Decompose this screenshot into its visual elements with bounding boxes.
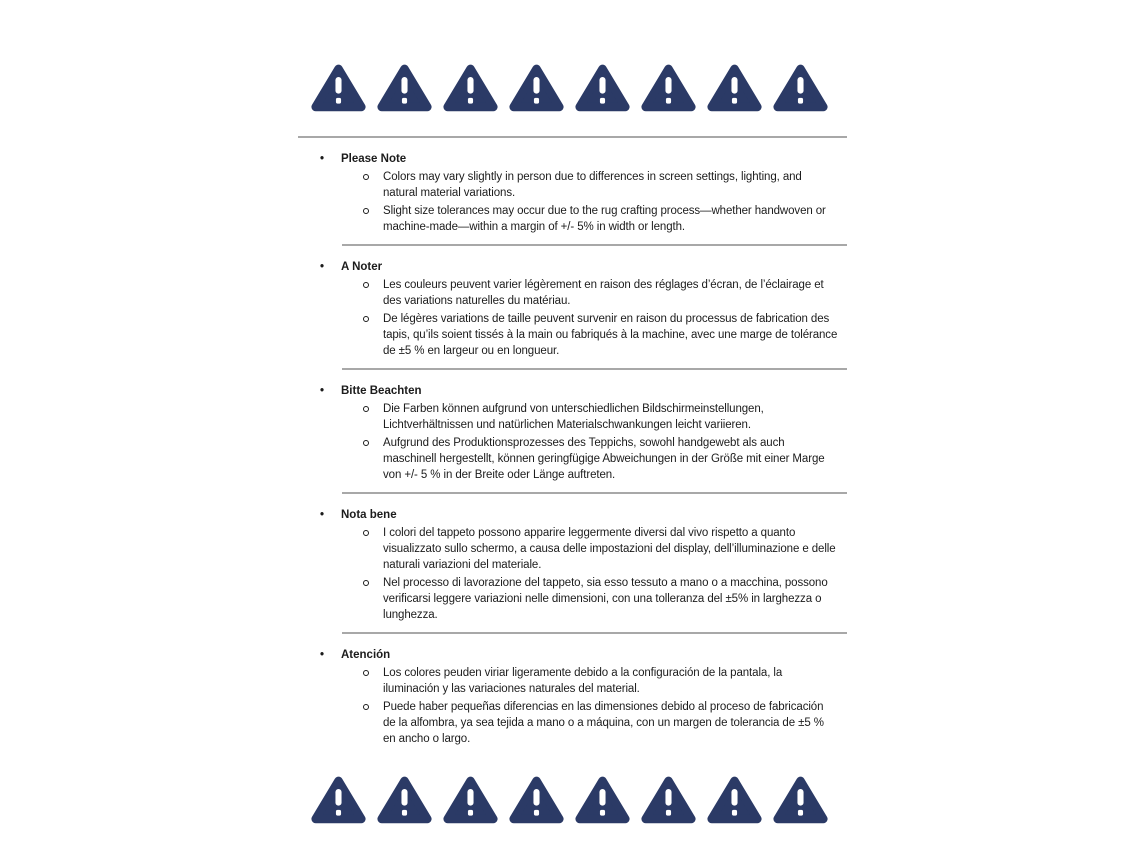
section-heading — [298, 259, 847, 275]
list-item — [298, 277, 847, 309]
warning-triangle-icon — [376, 774, 433, 824]
circle-bullet-icon — [363, 406, 369, 412]
warning-triangle-icon — [772, 62, 829, 112]
circle-bullet-icon — [363, 208, 369, 214]
list-item — [298, 401, 847, 433]
list-item — [298, 665, 847, 697]
section-nota-bene — [298, 494, 847, 632]
section-title: Bitte Beachten — [341, 385, 422, 397]
circle-bullet-icon — [363, 174, 369, 180]
warning-triangle-icon — [310, 62, 367, 112]
warning-triangle-icon — [772, 774, 829, 824]
section-bitte-beachten — [298, 370, 847, 492]
list-item-text: Die Farben können aufgrund von unterschiedlichen Bildschirmeinstellungen, Lichtverhältnissen und natürlichen Materialschwankungen leicht variieren. — [383, 403, 764, 431]
list-item-text: Les couleurs peuvent varier légèrement en raison des réglages d’écran, de l’éclairage et des variations naturelles du matériau. — [383, 279, 824, 307]
warning-banner-bottom — [298, 774, 847, 824]
section-a-noter — [298, 246, 847, 368]
list-item-text: Los colores peuden viriar ligeramente debido a la configuración de la pantala, la iluminación y las variaciones naturales del material. — [383, 667, 783, 695]
circle-bullet-icon — [363, 530, 369, 536]
circle-bullet-icon — [363, 440, 369, 446]
section-title: A Noter — [341, 261, 383, 273]
list-item-text: De légères variations de taille peuvent survenir en raison du processus de fabrication des tapis, qu’ils soient tissés à la main ou fabriqués à la machine, avec une marge de tolérance de ±5 % en largeur ou en longueur. — [383, 313, 838, 357]
list-item — [298, 525, 847, 573]
circle-bullet-icon — [363, 670, 369, 676]
section-heading — [298, 383, 847, 399]
warning-triangle-icon — [640, 62, 697, 112]
list-item-text: Nel processo di lavorazione del tappeto, sia esso tessuto a mano o a macchina, possono verificarsi leggere variazioni nelle dimensioni, con una tolleranza del ±5% in larghezza o lunghezza. — [383, 577, 828, 621]
section-heading — [298, 151, 847, 167]
section-title: Nota bene — [341, 509, 397, 521]
section-atencion — [298, 634, 847, 756]
section-please-note — [298, 138, 847, 244]
bullet-icon: • — [320, 385, 325, 397]
bullet-icon: • — [320, 509, 325, 521]
bullet-icon: • — [320, 261, 325, 273]
section-title: Please Note — [341, 153, 407, 165]
warning-triangle-icon — [376, 62, 433, 112]
document-content — [298, 0, 847, 824]
warning-triangle-icon — [574, 62, 631, 112]
list-item — [298, 311, 847, 359]
warning-banner-top — [298, 62, 847, 112]
list-item — [298, 203, 847, 235]
list-item-text: Aufgrund des Produktionsprozesses des Teppichs, sowohl handgewebt als auch maschinell hergestellt, können geringfügige Abweichungen in der Größe mit einer Marge von +/- 5 % in der Breite oder Länge auftreten. — [383, 437, 825, 481]
list-item-text: Slight size tolerances may occur due to the rug crafting process—whether handwoven or machine-made—within a margin of +/- 5% in width or length. — [383, 205, 826, 233]
section-title: Atención — [341, 649, 391, 661]
warning-triangle-icon — [640, 774, 697, 824]
bullet-icon: • — [320, 153, 325, 165]
list-item — [298, 699, 847, 747]
list-item-text: Puede haber pequeñas diferencias en las dimensiones debido al proceso de fabricación de la alfombra, ya sea tejida a mano o a máquina, con un margen de tolerancia de ±5 % en ancho o largo. — [383, 701, 824, 745]
circle-bullet-icon — [363, 704, 369, 710]
warning-triangle-icon — [706, 774, 763, 824]
list-item — [298, 575, 847, 623]
warning-triangle-icon — [508, 62, 565, 112]
circle-bullet-icon — [363, 282, 369, 288]
section-heading — [298, 507, 847, 523]
circle-bullet-icon — [363, 580, 369, 586]
warning-triangle-icon — [574, 774, 631, 824]
warning-triangle-icon — [706, 62, 763, 112]
bullet-icon: • — [320, 649, 325, 661]
warning-triangle-icon — [442, 62, 499, 112]
warning-triangle-icon — [310, 774, 367, 824]
list-item-text: Colors may vary slightly in person due to differences in screen settings, lighting, and natural material variations. — [383, 171, 802, 199]
circle-bullet-icon — [363, 316, 369, 322]
section-heading — [298, 647, 847, 663]
list-item — [298, 169, 847, 201]
list-item-text: I colori del tappeto possono apparire leggermente diversi dal vivo rispetto a quanto visualizzato sullo schermo, a causa delle impostazioni del display, dell’illuminazione e delle naturali variazioni del materiale. — [383, 527, 836, 571]
warning-triangle-icon — [508, 774, 565, 824]
list-item — [298, 435, 847, 483]
warning-triangle-icon — [442, 774, 499, 824]
